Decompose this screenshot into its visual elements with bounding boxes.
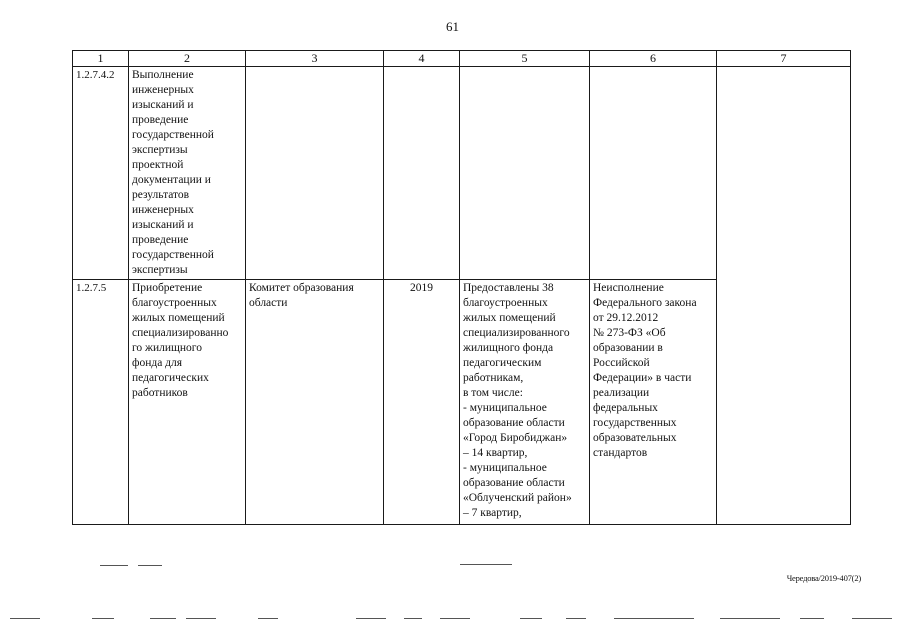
item-name-lines xyxy=(132,68,242,278)
item-result xyxy=(460,67,590,280)
cell-line: - муниципальное xyxy=(463,402,547,414)
item-year xyxy=(384,67,460,280)
column-header-6: 6 xyxy=(590,51,717,67)
cell-line: инженерных xyxy=(132,84,194,96)
cell-line: от 29.12.2012 xyxy=(593,312,659,324)
item-executor xyxy=(246,280,384,525)
item-executor-lines xyxy=(249,281,380,311)
item-col7 xyxy=(717,67,851,525)
scan-artifact-line xyxy=(138,565,162,566)
item-consequence xyxy=(590,67,717,280)
column-header-7: 7 xyxy=(717,51,851,67)
scan-artifact-line xyxy=(100,565,128,566)
scan-artifact-line xyxy=(404,618,422,619)
scan-artifact-line xyxy=(852,618,892,619)
cell-line: фонда для xyxy=(132,357,183,369)
scan-artifact-line xyxy=(566,618,586,619)
cell-line: жилых помещений xyxy=(463,312,556,324)
cell-line: инженерных xyxy=(132,204,194,216)
scan-artifact-line xyxy=(720,618,780,619)
item-result xyxy=(460,280,590,525)
cell-line: Предоставлены 38 xyxy=(463,282,554,294)
cell-line: благоустроенных xyxy=(132,297,217,309)
cell-line: федеральных xyxy=(593,402,658,414)
cell-line: Федерации» в части xyxy=(593,372,692,384)
cell-line: благоустроенных xyxy=(463,297,548,309)
cell-line: в том числе: xyxy=(463,387,523,399)
cell-line: педагогических xyxy=(132,372,209,384)
item-name xyxy=(129,67,246,280)
item-number: 1.2.7.5 xyxy=(73,280,129,525)
page-number: 61 xyxy=(446,19,459,34)
scan-artifact-line xyxy=(92,618,114,619)
cell-line: проведение xyxy=(132,234,189,246)
cell-line: Приобретение xyxy=(132,282,203,294)
cell-line: Выполнение xyxy=(132,69,194,81)
scan-artifact-line xyxy=(460,564,512,565)
cell-line: педагогическим xyxy=(463,357,542,369)
column-header-5: 5 xyxy=(460,51,590,67)
cell-line: изысканий и xyxy=(132,219,194,231)
cell-line: государственной xyxy=(132,249,214,261)
column-header-4: 4 xyxy=(384,51,460,67)
footer-document-code: Чередова/2019-407(2) xyxy=(786,573,861,583)
cell-line: образование области xyxy=(463,417,565,429)
scan-artifact-line xyxy=(800,618,824,619)
cell-line: документации и xyxy=(132,174,211,186)
cell-line: «Город Биробиджан» xyxy=(463,432,568,444)
cell-line: Комитет образования xyxy=(249,282,354,294)
cell-line: государственной xyxy=(132,129,214,141)
cell-line: «Облученский район» xyxy=(463,492,572,504)
cell-line: проведение xyxy=(132,114,189,126)
item-number: 1.2.7.4.2 xyxy=(73,67,129,280)
scan-artifact-line xyxy=(614,618,694,619)
cell-line: результатов xyxy=(132,189,190,201)
cell-line: образовании в xyxy=(593,342,663,354)
item-name xyxy=(129,280,246,525)
scan-artifact-line xyxy=(10,618,40,619)
cell-line: – 14 квартир, xyxy=(463,447,528,459)
cell-line: Российской xyxy=(593,357,650,369)
scan-artifact-line xyxy=(186,618,216,619)
cell-line: - муниципальное xyxy=(463,462,547,474)
cell-line: го жилищного xyxy=(132,342,202,354)
table-header-row xyxy=(73,51,851,67)
scan-artifact-line xyxy=(258,618,278,619)
scan-artifact-line xyxy=(150,618,176,619)
cell-line: образование области xyxy=(463,477,565,489)
scan-artifact-line xyxy=(520,618,542,619)
column-header-1: 1 xyxy=(73,51,129,67)
cell-line: изысканий и xyxy=(132,99,194,111)
table-row xyxy=(73,67,851,280)
cell-line: № 273-ФЗ «Об xyxy=(593,327,666,339)
cell-line: – 7 квартир, xyxy=(463,507,522,519)
scan-artifact-line xyxy=(356,618,386,619)
scan-artifact-line xyxy=(440,618,470,619)
cell-line: экспертизы xyxy=(132,144,188,156)
cell-line: области xyxy=(249,297,288,309)
column-header-3: 3 xyxy=(246,51,384,67)
cell-line: Неисполнение xyxy=(593,282,664,294)
cell-line: стандартов xyxy=(593,447,648,459)
cell-line: жилищного фонда xyxy=(463,342,554,354)
cell-line: образовательных xyxy=(593,432,677,444)
item-consequence-lines xyxy=(593,281,713,461)
cell-line: государственных xyxy=(593,417,677,429)
item-year: 2019 xyxy=(384,280,460,525)
item-executor xyxy=(246,67,384,280)
program-table xyxy=(72,50,851,525)
cell-line: специализированно xyxy=(132,327,229,339)
cell-line: Федерального закона xyxy=(593,297,697,309)
item-result-lines xyxy=(463,281,586,521)
item-name-lines xyxy=(132,281,242,401)
cell-line: проектной xyxy=(132,159,184,171)
cell-line: специализированного xyxy=(463,327,570,339)
cell-line: работникам, xyxy=(463,372,524,384)
cell-line: работников xyxy=(132,387,188,399)
cell-line: жилых помещений xyxy=(132,312,225,324)
cell-line: экспертизы xyxy=(132,264,188,276)
cell-line: реализации xyxy=(593,387,650,399)
item-consequence xyxy=(590,280,717,525)
column-header-2: 2 xyxy=(129,51,246,67)
